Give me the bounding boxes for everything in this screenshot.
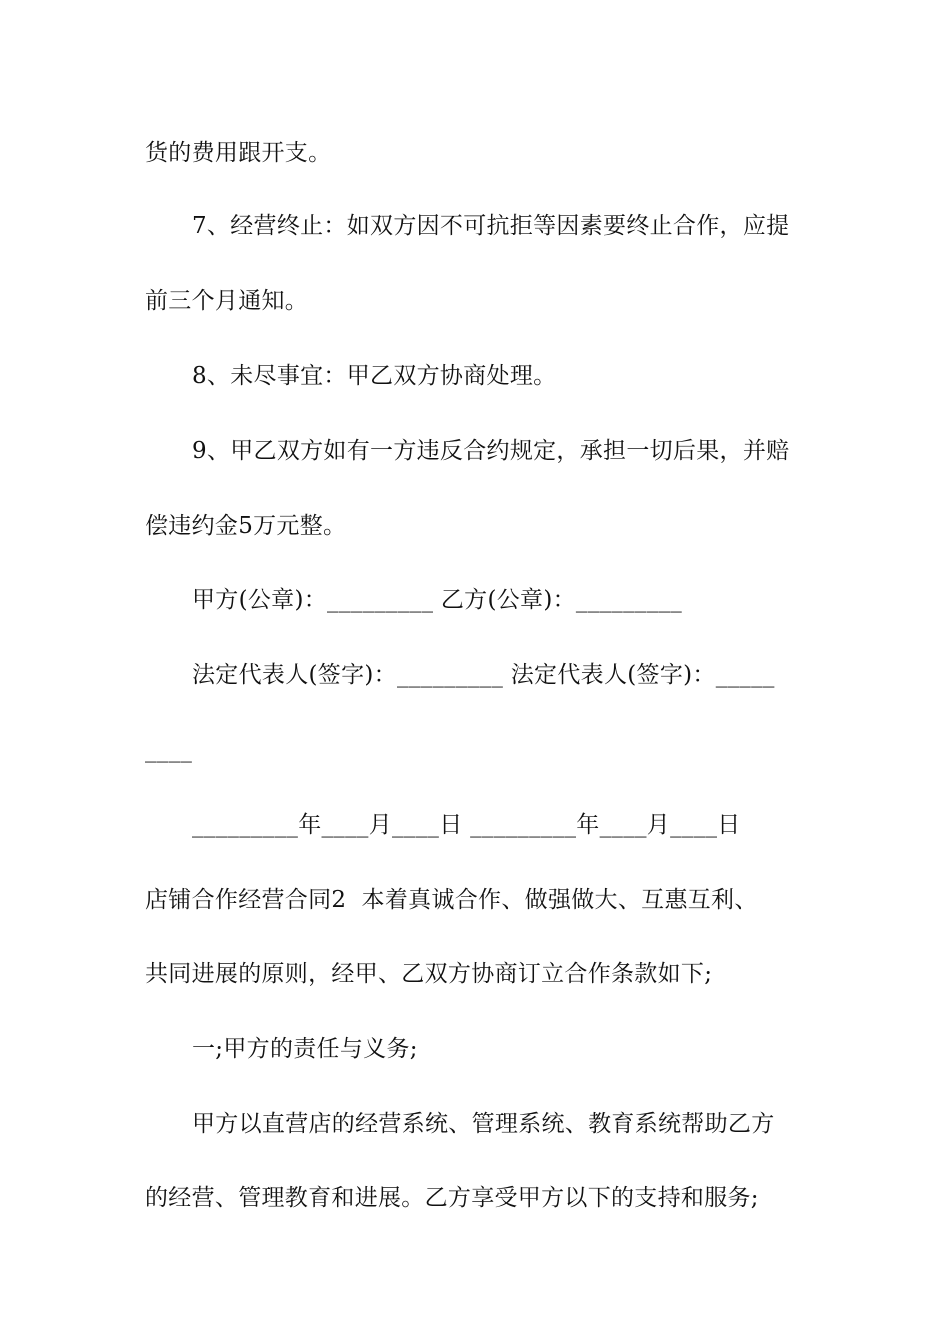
contract-2-intro-line-2: 共同进展的原则，经甲、乙双方协商订立合作条款如下; xyxy=(145,961,713,987)
section-heading-party-a: 一;甲方的责任与义务; xyxy=(192,1036,418,1062)
representative-signature-line-1: 法定代表人(签字)：_________ 法定代表人(签字)：_____ xyxy=(192,662,775,688)
party-a-paragraph-line-2: 的经营、管理教育和进展。乙方享受甲方以下的支持和服务; xyxy=(145,1185,759,1211)
clause-9-line-1: 9、甲乙双方如有一方违反合约规定，承担一切后果，并赔 xyxy=(192,438,790,464)
text-line-1: 货的费用跟开支。 xyxy=(145,140,332,166)
clause-9-line-2: 偿违约金5万元整。 xyxy=(145,513,347,539)
clause-7-line-2: 前三个月通知。 xyxy=(145,288,309,314)
date-line: _________年____月____日 _________年____月____日 xyxy=(192,812,741,838)
clause-8: 8、未尽事宜：甲乙双方协商处理。 xyxy=(192,363,557,389)
party-a-paragraph-line-1: 甲方以直营店的经营系统、管理系统、教育系统帮助乙方 xyxy=(192,1111,775,1137)
seal-line: 甲方(公章)：_________ 乙方(公章)：_________ xyxy=(192,587,683,613)
contract-2-intro-line-1: 店铺合作经营合同2 本着真诚合作、做强做大、互惠互利、 xyxy=(145,887,758,913)
representative-signature-line-2: ____ xyxy=(145,737,193,763)
clause-7-line-1: 7、经营终止：如双方因不可抗拒等因素要终止合作，应提 xyxy=(192,213,790,239)
